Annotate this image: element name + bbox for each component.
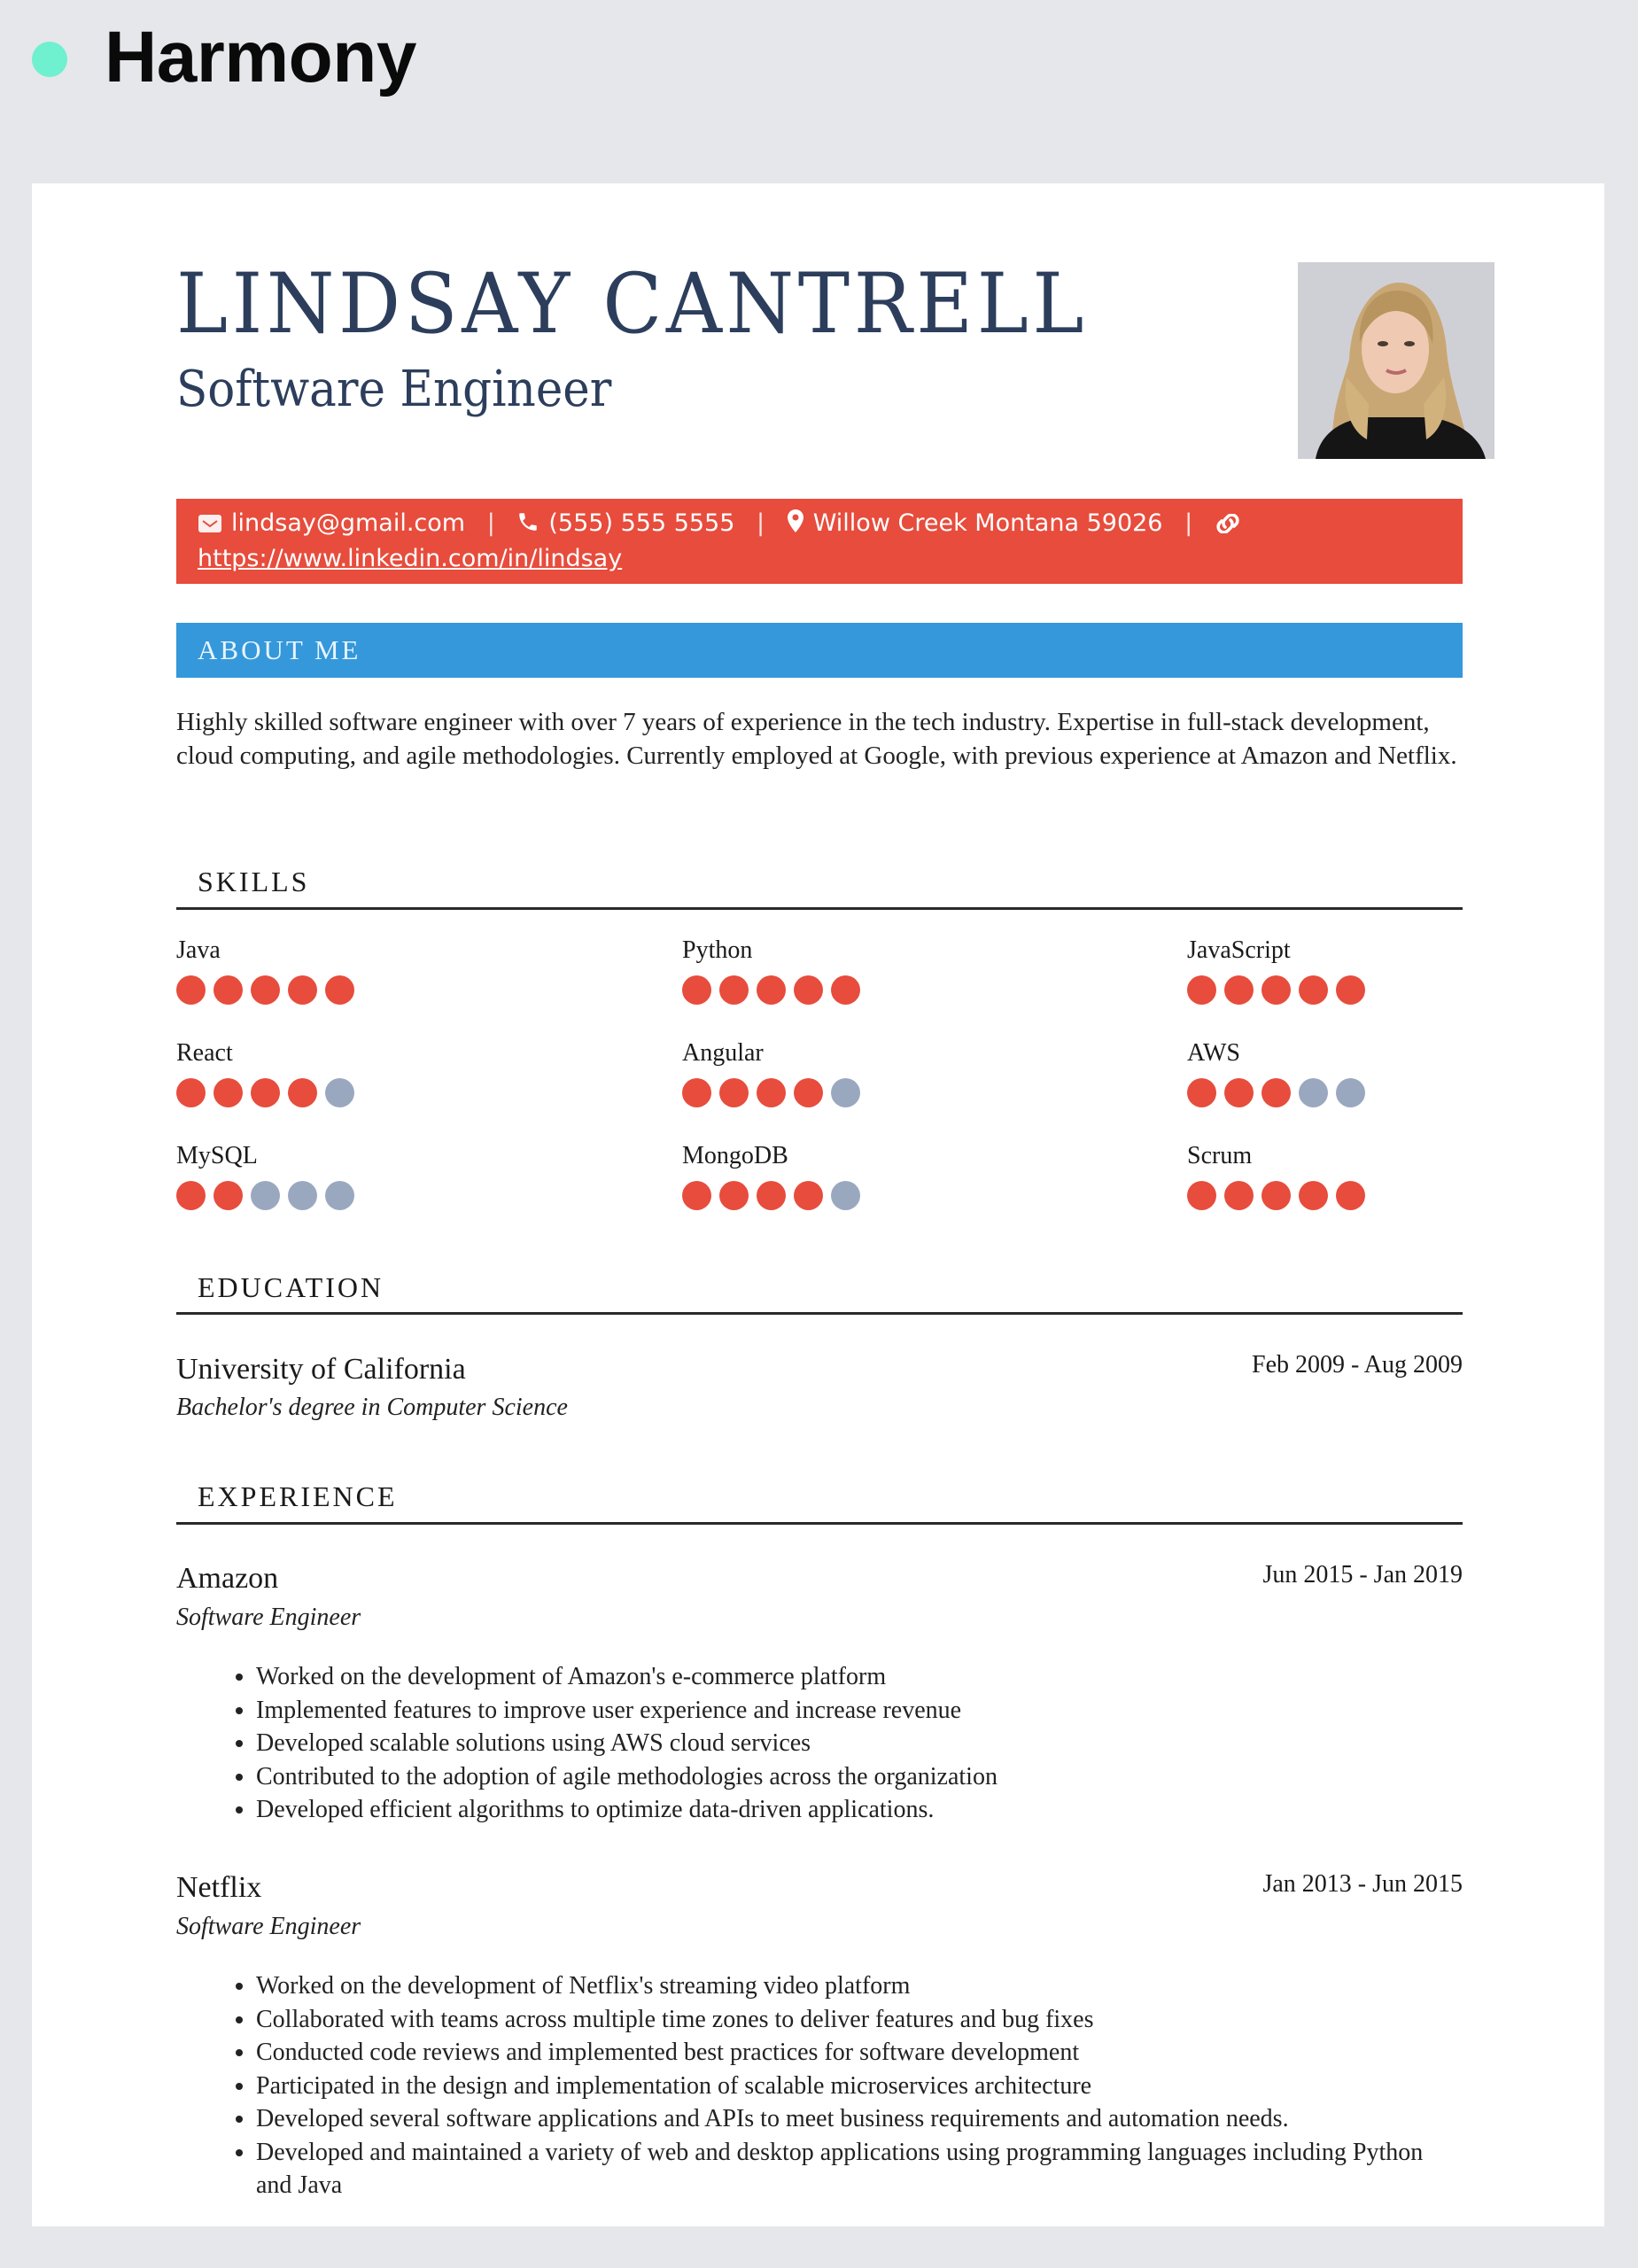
rating-dot-filled [1299, 1181, 1328, 1210]
rating-dot-filled [794, 975, 823, 1005]
experience-bullet: • Worked on the development of Amazon's e-commerce platform [256, 1660, 1463, 1694]
rating-dot-filled [682, 975, 711, 1005]
resume-page [32, 183, 1604, 2226]
skill-name: AWS [1187, 1039, 1240, 1067]
experience-bullet: • Developed scalable solutions using AWS cloud services [256, 1727, 1463, 1760]
profile-photo [1298, 262, 1494, 459]
experience-divider [176, 1522, 1463, 1525]
experience-dates: Jan 2013 - Jun 2015 [1262, 1870, 1463, 1898]
rating-dot-filled [1224, 975, 1254, 1005]
skill-item [176, 936, 619, 1005]
contact-location-text: Willow Creek Montana 59026 [812, 509, 1163, 537]
rating-dot-empty [831, 1078, 860, 1107]
experience-bullet: • Developed efficient algorithms to optimize data-driven applications. [256, 1793, 1463, 1827]
skill-name: Scrum [1187, 1142, 1253, 1169]
rating-dot-filled [1299, 975, 1328, 1005]
resume-name: LINDSAY CANTRELL [176, 256, 1089, 353]
contact-separator: | [486, 509, 495, 537]
contact-phone-text: (555) 555 5555 [548, 509, 735, 537]
rating-dot-filled [1261, 1078, 1291, 1107]
experience-bullet: • Implemented features to improve user experience and increase revenue [256, 1694, 1463, 1728]
rating-dot-filled [682, 1078, 711, 1107]
rating-dot-empty [831, 1181, 860, 1210]
experience-company: Amazon [176, 1562, 279, 1595]
experience-bullet: • Participated in the design and implementation of scalable microservices architecture [256, 2070, 1463, 2103]
rating-dot-filled [757, 975, 786, 1005]
rating-dot-filled [1224, 1078, 1254, 1107]
rating-dot-filled [794, 1078, 823, 1107]
rating-dot-filled [719, 1181, 749, 1210]
link-icon [1215, 514, 1241, 533]
resume-headline: Software Engineer [176, 361, 612, 418]
rating-dot-filled [176, 1078, 206, 1107]
rating-dot-filled [757, 1078, 786, 1107]
rating-dot-filled [325, 975, 354, 1005]
skill-rating [682, 975, 1125, 1005]
rating-dot-filled [1261, 975, 1291, 1005]
skill-name: Java [176, 936, 221, 964]
experience-bullet: • Developed and maintained a variety of web and desktop applications using programming languages including Python and Java [256, 2136, 1463, 2202]
brand-dot-icon [32, 42, 67, 77]
brand-header [32, 9, 416, 106]
skill-item [682, 1142, 1125, 1210]
rating-dot-empty [325, 1078, 354, 1107]
skill-item [682, 936, 1125, 1005]
experience-bullet: • Developed several software applications and APIs to meet business requirements and automation needs. [256, 2102, 1463, 2136]
rating-dot-filled [288, 975, 317, 1005]
rating-dot-filled [1224, 1181, 1254, 1210]
skill-item [176, 1039, 619, 1107]
education-degree: Bachelor's degree in Computer Science [176, 1394, 568, 1421]
experience-role: Software Engineer [176, 1604, 361, 1631]
profile-photo-image [1298, 262, 1494, 459]
contact-email[interactable] [198, 509, 473, 537]
rating-dot-filled [213, 1078, 243, 1107]
education-dates: Feb 2009 - Aug 2009 [1252, 1351, 1463, 1379]
rating-dot-filled [1187, 1181, 1216, 1210]
skill-name: MySQL [176, 1142, 258, 1169]
rating-dot-filled [831, 975, 860, 1005]
skill-rating [176, 1181, 619, 1210]
rating-dot-filled [794, 1181, 823, 1210]
skill-name: JavaScript [1187, 936, 1291, 964]
skills-section-title: SKILLS [198, 866, 310, 897]
experience-company: Netflix [176, 1871, 262, 1904]
skill-rating [682, 1181, 1125, 1210]
education-school: University of California [176, 1353, 466, 1386]
rating-dot-filled [1336, 1181, 1365, 1210]
experience-bullet: • Contributed to the adoption of agile methodologies across the organization [256, 1760, 1463, 1794]
rating-dot-filled [719, 1078, 749, 1107]
skill-rating [1187, 1181, 1604, 1210]
contact-bar [176, 499, 1463, 584]
about-text: Highly skilled software engineer with over 7 years of experience in the tech industry. Expertise in full-stack development, cloud computing, and agile methodologies. Currently employed at Google, with previous experience at Amazon and Netflix. [176, 708, 1457, 770]
rating-dot-filled [1261, 1181, 1291, 1210]
experience-bullets [176, 1660, 1463, 1827]
rating-dot-filled [176, 975, 206, 1005]
skill-rating [682, 1078, 1125, 1107]
skill-name: Python [682, 936, 753, 964]
skill-name: Angular [682, 1039, 764, 1067]
rating-dot-filled [1336, 975, 1365, 1005]
skill-item [1187, 1039, 1604, 1107]
rating-dot-empty [251, 1181, 280, 1210]
skills-divider [176, 907, 1463, 910]
location-pin-icon [787, 509, 804, 533]
about-section-title: ABOUT ME [176, 623, 1463, 678]
skill-item [176, 1142, 619, 1210]
experience-role: Software Engineer [176, 1913, 361, 1940]
skill-item [1187, 936, 1604, 1005]
rating-dot-empty [325, 1181, 354, 1210]
rating-dot-filled [757, 1181, 786, 1210]
rating-dot-filled [288, 1078, 317, 1107]
rating-dot-filled [213, 975, 243, 1005]
rating-dot-filled [251, 975, 280, 1005]
experience-bullet: • Collaborated with teams across multiple time zones to deliver features and bug fixes [256, 2003, 1463, 2037]
education-section-title: EDUCATION [198, 1271, 384, 1303]
rating-dot-filled [719, 975, 749, 1005]
contact-separator: | [757, 509, 765, 537]
education-divider [176, 1312, 1463, 1315]
contact-separator: | [1184, 509, 1193, 537]
rating-dot-empty [1336, 1078, 1365, 1107]
contact-email-text: lindsay@gmail.com [231, 509, 466, 537]
skill-name: MongoDB [682, 1142, 788, 1169]
skill-name: React [176, 1039, 233, 1067]
phone-icon [516, 510, 540, 533]
skill-rating [1187, 975, 1604, 1005]
rating-dot-empty [1299, 1078, 1328, 1107]
brand-name: Harmony [105, 17, 416, 97]
contact-phone[interactable] [509, 509, 742, 537]
rating-dot-filled [1187, 1078, 1216, 1107]
skill-rating [1187, 1078, 1604, 1107]
experience-section-title: EXPERIENCE [198, 1480, 398, 1512]
rating-dot-filled [682, 1181, 711, 1210]
experience-bullet: • Conducted code reviews and implemented best practices for software development [256, 2036, 1463, 2070]
rating-dot-filled [176, 1181, 206, 1210]
contact-location [779, 509, 1170, 537]
experience-bullet: • Worked on the development of Netflix's streaming video platform [256, 1969, 1463, 2003]
rating-dot-filled [213, 1181, 243, 1210]
rating-dot-filled [251, 1078, 280, 1107]
experience-bullets [176, 1969, 1463, 2202]
rating-dot-filled [1187, 975, 1216, 1005]
rating-dot-empty [288, 1181, 317, 1210]
email-icon [198, 514, 222, 533]
skill-item [682, 1039, 1125, 1107]
skill-rating [176, 975, 619, 1005]
experience-dates: Jun 2015 - Jan 2019 [1262, 1561, 1463, 1588]
skill-rating [176, 1078, 619, 1107]
skill-item [1187, 1142, 1604, 1210]
contact-link-url[interactable]: https://www.linkedin.com/in/lindsay [198, 545, 623, 572]
